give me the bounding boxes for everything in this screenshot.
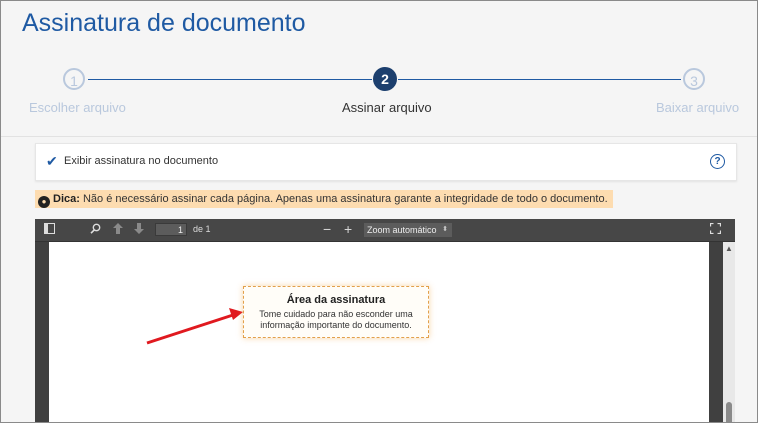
zoom-select-value: Zoom automático [367, 225, 437, 235]
pdf-page[interactable] [49, 242, 709, 423]
signature-area[interactable] [243, 286, 429, 338]
signature-options-card [35, 143, 737, 181]
page-count-label: de 1 [193, 224, 211, 234]
signature-area-title: Área da assinatura [286, 294, 386, 306]
step-1-circle: 1 [63, 68, 85, 90]
lightbulb-icon: ● [38, 196, 50, 208]
tip-text: Não é necessário assinar cada página. Apenas uma assinatura garante a integridade de todo o documento. [82, 193, 608, 205]
step-3-label: Baixar arquivo [656, 100, 740, 115]
show-signature-checkbox[interactable]: ✔ [46, 153, 58, 169]
main-content [1, 137, 757, 423]
red-arrow-icon [145, 306, 245, 346]
step-2-circle: 2 [373, 67, 397, 91]
next-page-icon[interactable] [134, 223, 144, 237]
step-connector-1 [88, 79, 372, 80]
fullscreen-icon[interactable] [710, 223, 721, 237]
tip-banner [35, 190, 613, 208]
zoom-out-button[interactable]: − [323, 221, 332, 237]
step-1-label: Escolher arquivo [29, 100, 126, 115]
chevron-updown-icon: ⬍ [442, 226, 448, 233]
sidebar-toggle-icon[interactable] [44, 223, 55, 237]
pdf-toolbar [35, 219, 735, 242]
zoom-select[interactable] [364, 223, 452, 237]
prev-page-icon[interactable] [113, 223, 123, 237]
pdf-viewer [35, 219, 735, 423]
header [1, 1, 757, 137]
signature-area-text: Tome cuidado para não esconder uma informação importante do documento. [259, 309, 413, 330]
tip-prefix: Dica: [53, 193, 80, 205]
show-signature-label[interactable]: Exibir assinatura no documento [64, 155, 219, 167]
zoom-in-button[interactable]: + [344, 221, 353, 237]
step-2-label: Assinar arquivo [342, 100, 432, 115]
step-3-circle: 3 [683, 68, 705, 90]
pdf-scrollbar[interactable] [723, 242, 735, 423]
scroll-up-icon[interactable]: ▲ [725, 244, 733, 253]
step-connector-2 [398, 79, 681, 80]
page-title: Assinatura de documento [22, 9, 306, 37]
search-icon[interactable] [90, 223, 101, 237]
page-number-input[interactable]: 1 [155, 223, 187, 236]
question-circle-icon[interactable]: ? [710, 154, 725, 169]
scroll-thumb[interactable] [726, 402, 732, 423]
